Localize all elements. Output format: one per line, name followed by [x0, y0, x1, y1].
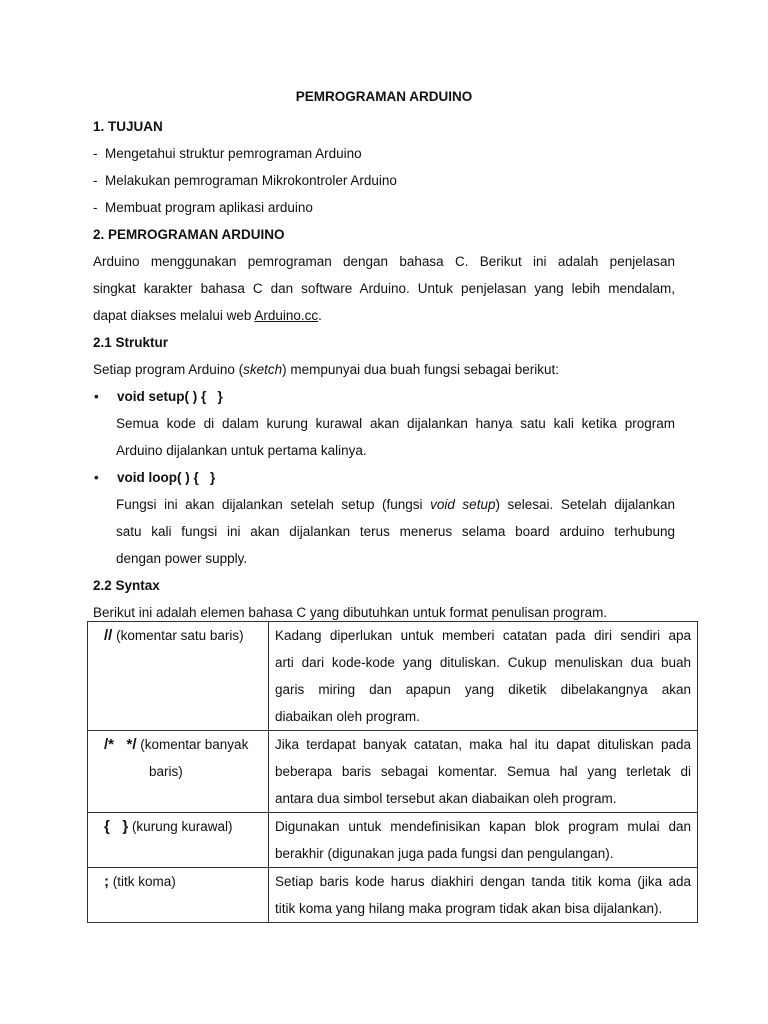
goal-item: - Melakukan pemrograman Mikrokontroler Arduino: [93, 173, 397, 188]
syntax-name-cell: /* */ (komentar banyak baris): [88, 731, 269, 813]
syntax-name-cell: // (komentar satu baris): [88, 622, 269, 731]
goal-item: - Membuat program aplikasi arduino: [93, 200, 313, 215]
syntax-desc-cell: Digunakan untuk mendefinisikan kapan blok program mulai dan berakhir (digunakan juga pada fungsi dan pengulangan).: [269, 813, 698, 868]
setup-bullet: • void setup( ) { }: [93, 383, 675, 410]
section-2-2-intro: Berikut ini adalah elemen bahasa C yang dibutuhkan untuk format penulisan program.: [93, 605, 608, 620]
syntax-name-cell: { } (kurung kurawal): [88, 813, 269, 868]
table-row: [88, 622, 698, 731]
loop-description: Fungsi ini akan dijalankan setelah setup (fungsi void setup) selesai. Setelah dijalankan satu kali fungsi ini akan dijalankan terus menerus selama board arduino terhubung dengan power supply.: [116, 497, 676, 566]
document-title: PEMROGRAMAN ARDUINO: [295, 89, 473, 104]
section-2-1-intro: Setiap program Arduino (sketch) mempunyai dua buah fungsi sebagai berikut:: [93, 362, 560, 377]
section-2-1-heading: 2.1 Struktur: [93, 335, 169, 350]
bullet-icon: •: [94, 470, 99, 485]
loop-bullet: • void loop( ) { }: [93, 464, 675, 491]
section-2-2-heading: 2.2 Syntax: [93, 578, 160, 593]
syntax-desc-cell: Kadang diperlukan untuk memberi catatan pada diri sendiri apa arti dari kode-kode yang dituliskan. Cukup menuliskan dua buah garis miring dan apapun yang diketik dibelakangnya akan diabaikan oleh program.: [269, 622, 698, 731]
section-2-heading: 2. PEMROGRAMAN ARDUINO: [93, 227, 285, 242]
syntax-table: [87, 621, 698, 923]
document-body: [93, 113, 675, 626]
setup-description: Semua kode di dalam kurung kurawal akan dijalankan hanya satu kali ketika program Arduino dijalankan untuk pertama kalinya.: [116, 416, 675, 458]
table-row: [88, 813, 698, 868]
syntax-desc-cell: Jika terdapat banyak catatan, maka hal itu dapat dituliskan pada beberapa baris sebagai komentar. Semua hal yang terletak di antara dua simbol tersebut akan diabaikan oleh program.: [269, 731, 698, 813]
arduino-cc-link[interactable]: Arduino.cc: [254, 308, 319, 323]
syntax-name-cell: ; (titk koma): [88, 868, 269, 923]
table-row: [88, 868, 698, 923]
goal-item: - Mengetahui struktur pemrograman Arduino: [93, 146, 362, 161]
section-1-heading: 1. TUJUAN: [93, 119, 163, 134]
syntax-desc-cell: Setiap baris kode harus diakhiri dengan tanda titik koma (jika ada titik koma yang hilang maka program tidak akan bisa dijalankan).: [269, 868, 698, 923]
bullet-icon: •: [94, 389, 99, 404]
table-row: [88, 731, 698, 813]
section-2-paragraph: Arduino menggunakan pemrograman dengan bahasa C. Berikut ini adalah penjelasan singkat karakter bahasa C dan software Arduino. Untuk penjelasan yang lebih mendalam, dapat diakses melalui web Arduino.cc.: [93, 254, 675, 323]
